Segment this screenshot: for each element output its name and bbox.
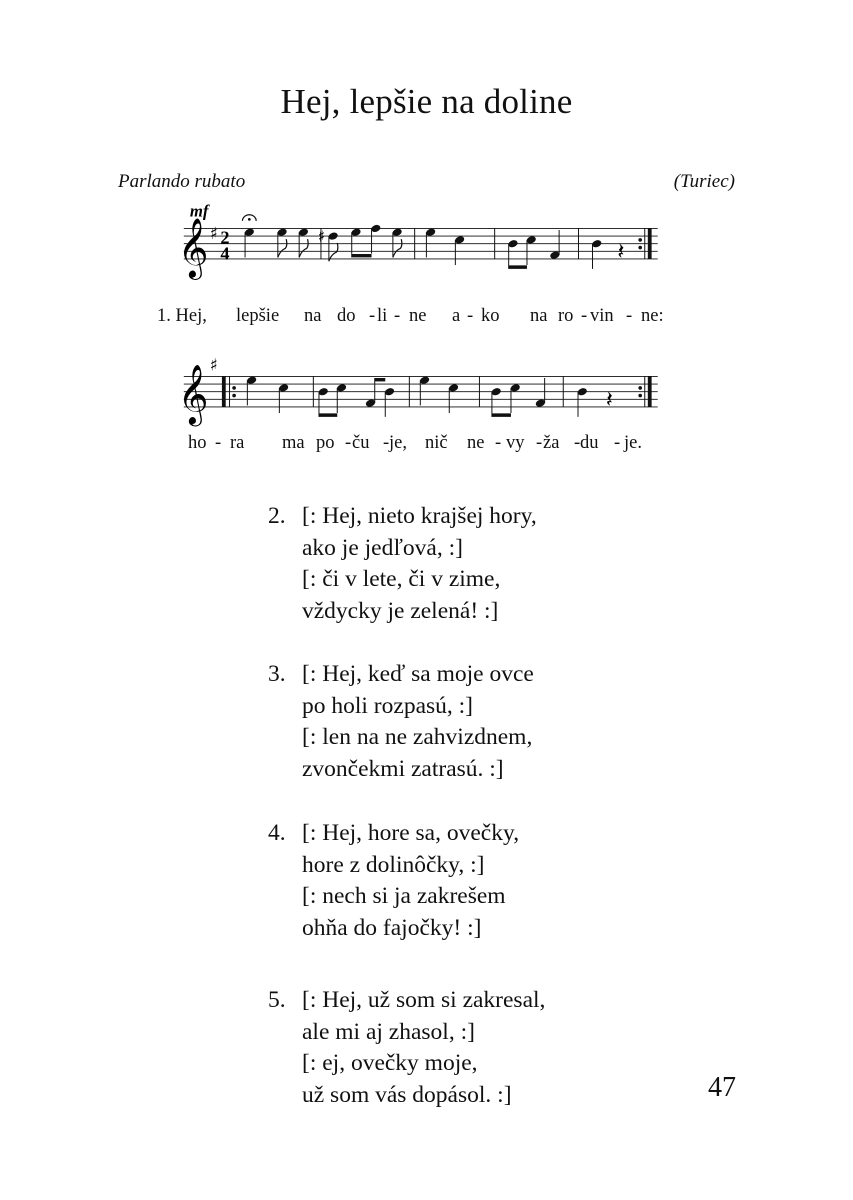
stanza-line: [: Hej, nieto krajšej hory, bbox=[302, 503, 537, 529]
lyric-syllable: ro bbox=[558, 306, 574, 326]
note-beam bbox=[375, 378, 386, 381]
lyric-syllable: - bbox=[394, 306, 401, 326]
treble-clef-icon: 𝄞 bbox=[177, 364, 209, 425]
lyric-syllable: - bbox=[626, 306, 633, 326]
stanza-5 bbox=[268, 985, 545, 1111]
lyric-syllable: ne: bbox=[641, 306, 664, 326]
barline-thick bbox=[648, 376, 652, 406]
barline-thick bbox=[648, 228, 652, 258]
lyric-syllable: ra bbox=[230, 433, 245, 453]
note-beam bbox=[509, 265, 527, 268]
lyric-syllable: na bbox=[304, 306, 322, 326]
note-beam bbox=[492, 413, 511, 416]
stanza-line: hore z dolinôčky, :] bbox=[302, 851, 485, 878]
lyric-syllable: ma bbox=[282, 433, 305, 453]
treble-clef-icon: 𝄞 bbox=[177, 218, 209, 279]
stanza-line: po holi rozpasú, :] bbox=[302, 692, 473, 719]
barline-thick bbox=[222, 376, 226, 406]
lyric-syllable: - bbox=[345, 433, 352, 453]
time-signature-top: 2 bbox=[220, 227, 230, 248]
repeat-dot bbox=[232, 394, 236, 398]
stanza-3 bbox=[268, 659, 534, 785]
lyric-syllable: - bbox=[215, 433, 222, 453]
lyric-syllable: - bbox=[581, 306, 588, 326]
stanza-number: 4. bbox=[268, 820, 286, 846]
stanza-line: zvončekmi zatrasú. :] bbox=[302, 755, 504, 782]
stanza-line: ale mi aj zhasol, :] bbox=[302, 1018, 475, 1045]
tempo-marking: Parlando rubato bbox=[118, 171, 246, 192]
stanza-line: ohňa do fajočky! :] bbox=[302, 914, 482, 941]
repeat-dot bbox=[638, 394, 642, 398]
dynamic-marking: mf bbox=[189, 201, 209, 221]
music-staff-1 bbox=[100, 198, 740, 278]
lyric-syllable: - bbox=[467, 306, 474, 326]
lyric-syllable: po bbox=[316, 433, 335, 453]
lyric-syllable: ža bbox=[543, 433, 560, 453]
stanza-line: [: len na ne zahvizdnem, bbox=[302, 724, 533, 750]
notes-group bbox=[222, 376, 652, 417]
stanza-line: [: Hej, keď sa moje ovce bbox=[302, 661, 534, 687]
lyric-syllable: lepšie bbox=[236, 306, 280, 326]
repeat-dot bbox=[638, 386, 642, 390]
lyric-syllable: 1. Hej, bbox=[157, 306, 207, 326]
lyric-syllable: ču bbox=[352, 433, 370, 453]
lyric-syllable: ho bbox=[188, 433, 207, 453]
note-beam bbox=[319, 413, 337, 416]
repeat-dot bbox=[232, 386, 236, 390]
stanza-number: 5. bbox=[268, 987, 286, 1013]
stanza-number: 3. bbox=[268, 661, 286, 687]
staff-lines bbox=[184, 228, 658, 258]
quarter-rest-icon: 𝄽 bbox=[605, 386, 613, 413]
stanza-line: vždycky je zelená! :] bbox=[302, 597, 499, 624]
note-beam bbox=[352, 254, 372, 257]
lyric-syllable: je. bbox=[624, 433, 642, 453]
lyric-syllable: ne bbox=[467, 433, 485, 453]
quarter-rest-icon: 𝄽 bbox=[617, 238, 625, 265]
lyric-syllable: - bbox=[383, 433, 390, 453]
key-signature-sharp-icon: ♯ bbox=[209, 223, 218, 244]
key-signature-sharp-icon: ♯ bbox=[209, 354, 218, 375]
stanza-line: [: či v lete, či v zime, bbox=[302, 566, 501, 592]
lyric-syllable: - bbox=[614, 433, 621, 453]
repeat-dot bbox=[638, 238, 642, 242]
lyric-syllable: ne bbox=[409, 306, 427, 326]
lyric-syllable: - bbox=[495, 433, 502, 453]
stanza-line: [: ej, ovečky moje, bbox=[302, 1050, 478, 1076]
note-flag bbox=[393, 239, 402, 257]
lyric-syllable: a bbox=[452, 306, 461, 326]
lyric-syllable: na bbox=[530, 306, 548, 326]
lyric-syllable: do bbox=[337, 306, 356, 326]
lyric-syllable: li bbox=[377, 306, 388, 326]
lyric-syllable: vin bbox=[590, 306, 614, 326]
time-signature-bottom: 4 bbox=[220, 243, 230, 264]
lyric-syllable: je, bbox=[389, 433, 407, 453]
stanza-4 bbox=[268, 818, 519, 944]
stanza-line: [: Hej, už som si zakresal, bbox=[302, 987, 546, 1013]
lyric-syllable: nič bbox=[425, 433, 448, 453]
note-flag bbox=[299, 239, 308, 257]
stanza-line: [: Hej, hore sa, ovečky, bbox=[302, 820, 520, 846]
stanza-line: [: nech si ja zakrešem bbox=[302, 883, 506, 909]
lyric-syllable: - bbox=[369, 306, 376, 326]
music-staff-2 bbox=[100, 346, 740, 426]
lyric-syllable: du bbox=[580, 433, 599, 453]
stanza-line: ako je jedľová, :] bbox=[302, 534, 463, 561]
note-flag bbox=[278, 239, 287, 257]
lyric-syllable: - bbox=[536, 433, 543, 453]
fermata-dot bbox=[248, 218, 251, 221]
lyric-syllable: - bbox=[574, 433, 581, 453]
lyric-syllable: vy bbox=[506, 433, 525, 453]
page-number: 47 bbox=[708, 1072, 736, 1103]
song-title: Hej, lepšie na doline bbox=[280, 82, 573, 121]
notes-group bbox=[242, 215, 651, 269]
stanza-line: už som vás dopásol. :] bbox=[302, 1081, 512, 1108]
region-label: (Turiec) bbox=[673, 171, 735, 192]
stanza-2 bbox=[268, 501, 537, 627]
sharp-accidental-icon: ♯ bbox=[317, 227, 326, 246]
stanza-number: 2. bbox=[268, 503, 286, 529]
lyric-syllable: ko bbox=[481, 306, 500, 326]
repeat-dot bbox=[638, 246, 642, 250]
